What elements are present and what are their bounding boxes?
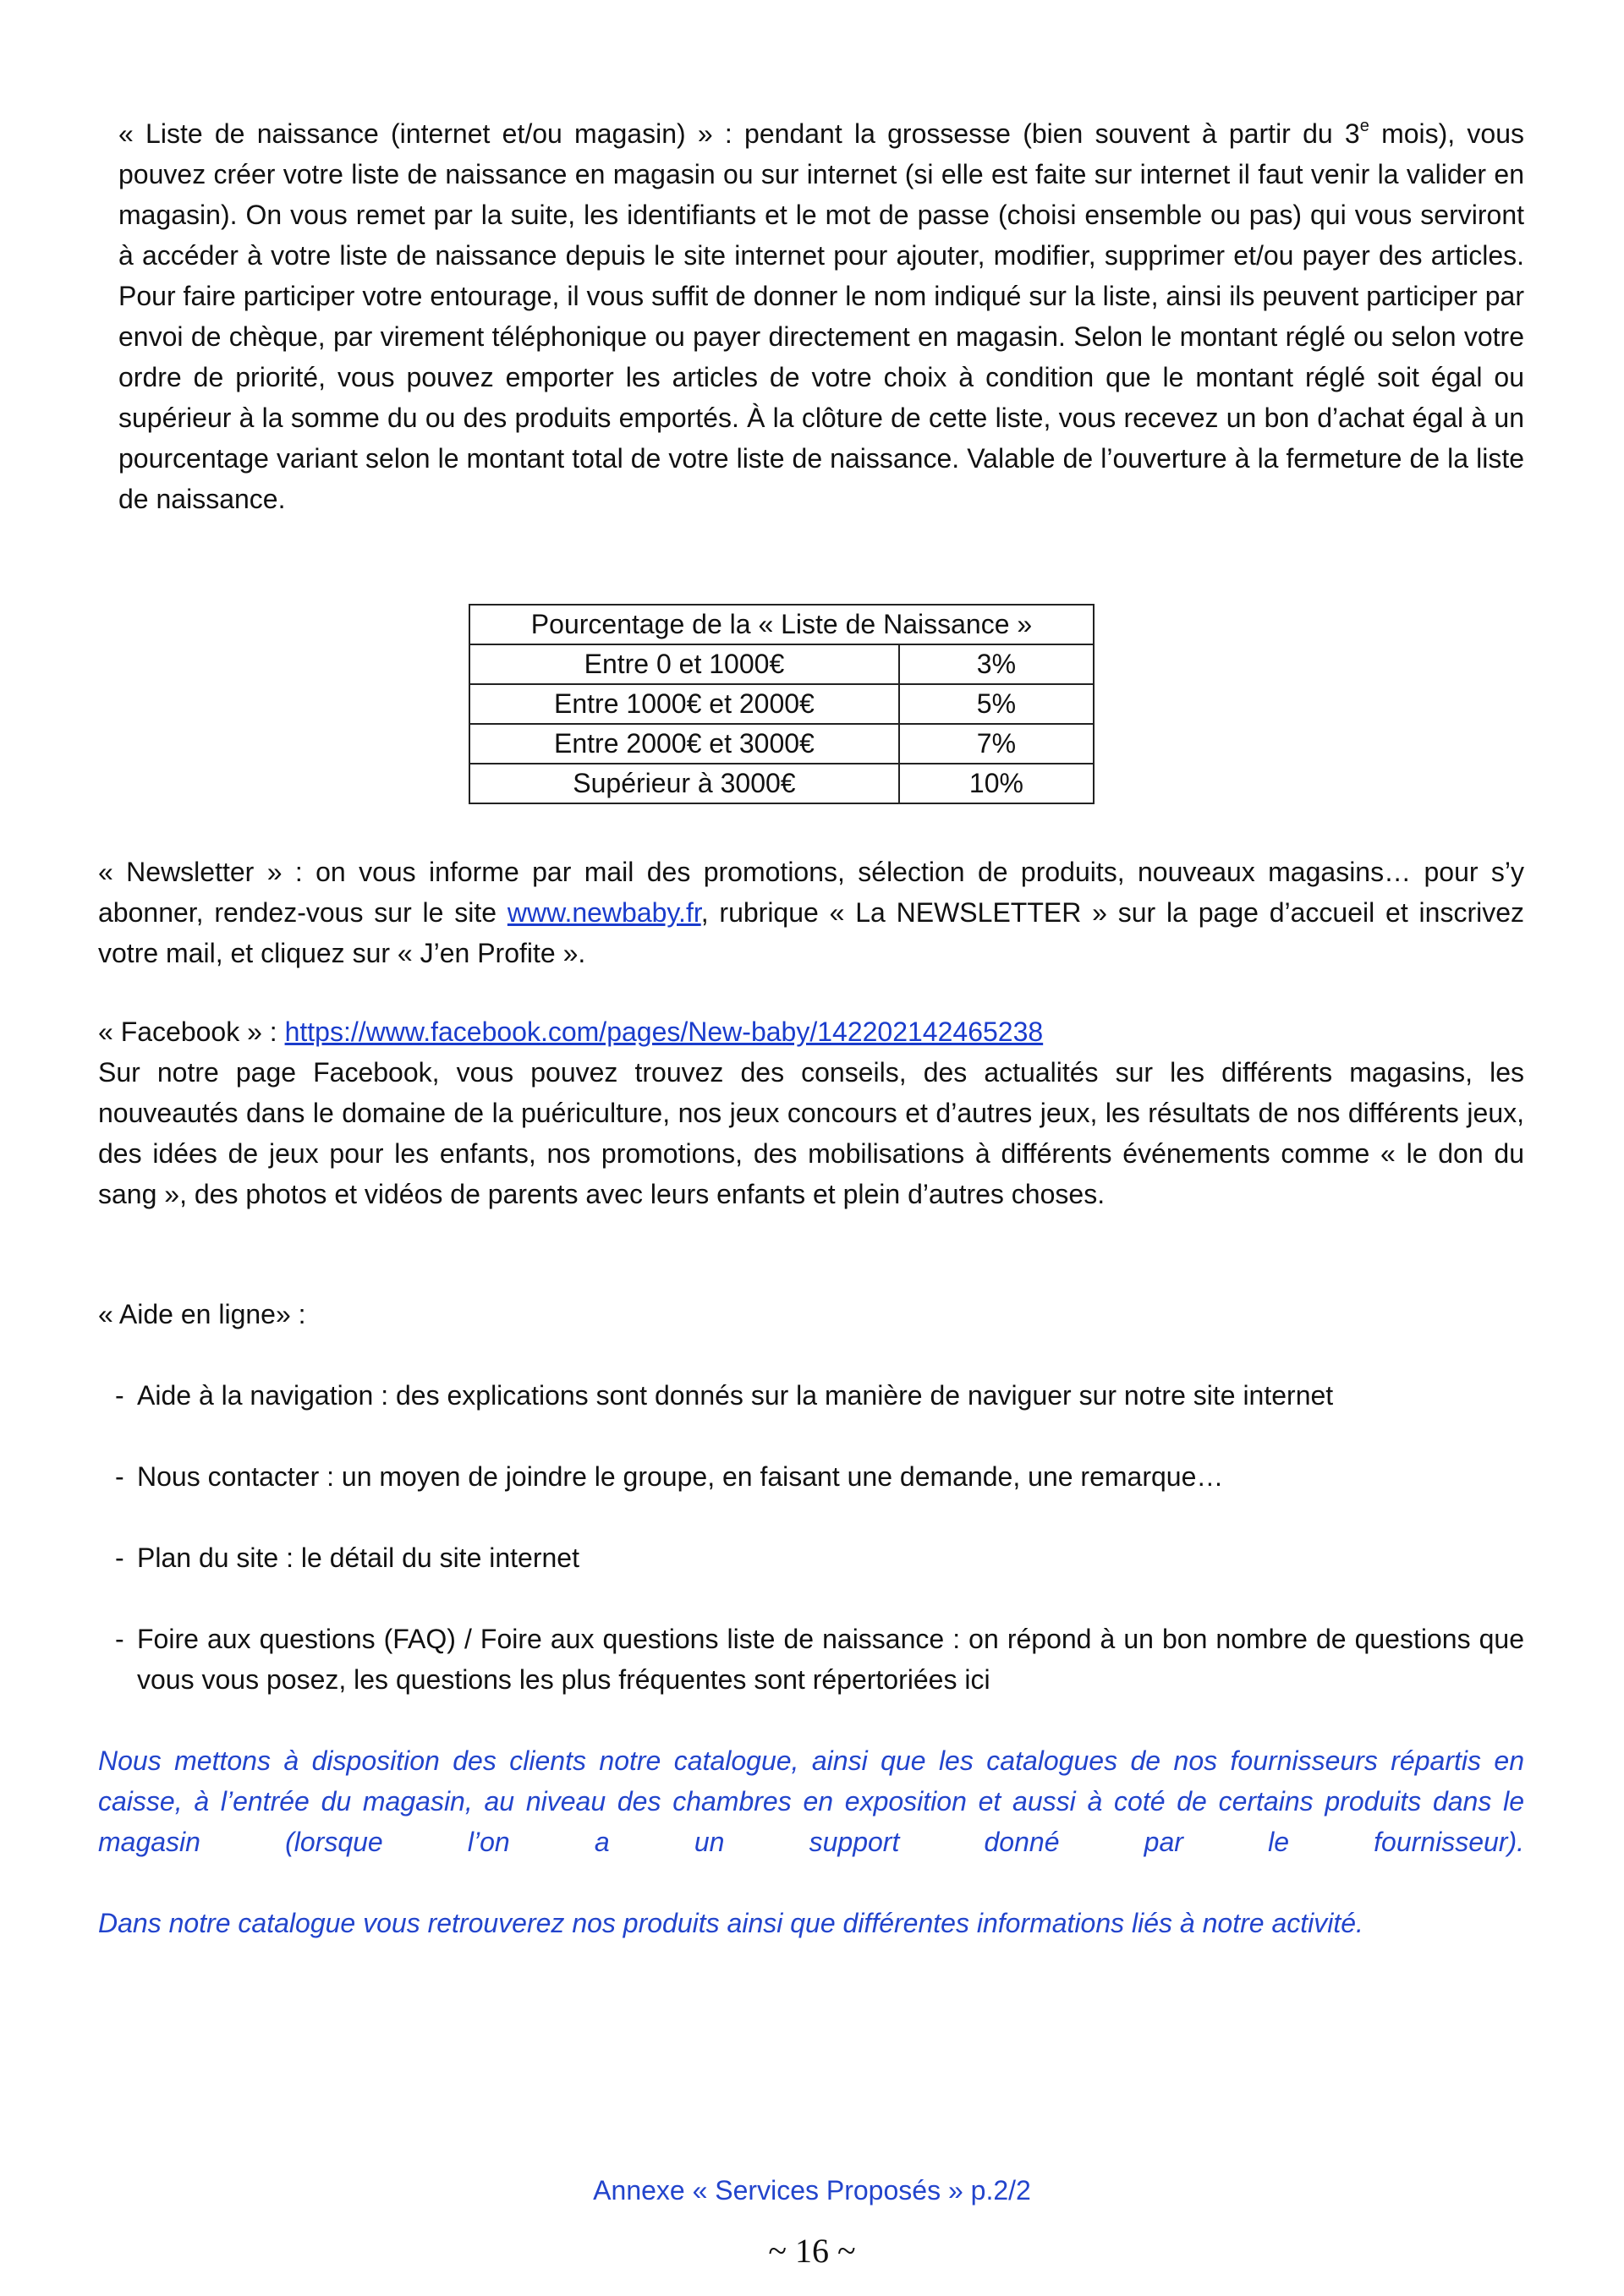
list-item-nous-contacter — [115, 1456, 1524, 1497]
table-cell-percentage: 3% — [899, 644, 1094, 684]
liste-naissance-heading: « Liste de naissance (internet et/ou magasin) » : pendant la grossesse (bien souvent à partir du 3 — [118, 118, 1360, 149]
catalogue-paragraph: Nous mettons à disposition des clients notre catalogue, ainsi que les catalogues de nos fournisseurs répartis en caisse, à l’entrée du magasin, au niveau des chambres en exposition et aussi à coté de certains produits dans le magasin (lorsque l’on a un support donné par le fournisseur). — [98, 1745, 1524, 1857]
facebook-label: « Facebook » : — [98, 1016, 285, 1047]
list-item-plan-du-site — [115, 1537, 1524, 1578]
newsletter-text-after: , rubrique « La NEWSLETTER » sur la page d’accueil et inscrivez votre mail, et cliquez sur « J’en Profite ». — [98, 897, 1525, 968]
newbaby-website-link[interactable]: www.newbaby.fr — [507, 897, 701, 928]
table-cell-percentage: 10% — [899, 764, 1094, 803]
table-row — [469, 724, 1094, 764]
bullet-dash: - — [115, 1543, 124, 1573]
facebook-page-link[interactable]: https://www.facebook.com/pages/New-baby/142202142465238 — [284, 1016, 1044, 1047]
table-cell-range: Entre 2000€ et 3000€ — [469, 724, 899, 764]
liste-naissance-paragraph — [118, 113, 1524, 519]
table-row — [469, 684, 1094, 724]
list-item-text: Plan du site : le détail du site internet — [137, 1543, 579, 1573]
table-header: Pourcentage de la « Liste de Naissance » — [469, 605, 1094, 644]
percentage-table — [469, 604, 1095, 804]
facebook-body-paragraph: Sur notre page Facebook, vous pouvez trouvez des conseils, des actualités sur les différents magasins, les nouveautés dans le domaine de la puériculture, nos jeux concours et d’autres jeux, les résultats de nos différents jeux, des idées de jeux pour les enfants, nos promotions, des mobilisations à différents événements comme « le don du sang », des photos et vidéos de parents avec leurs enfants et plein d’autres choses. — [98, 1057, 1524, 1209]
table-cell-percentage: 5% — [899, 684, 1094, 724]
table-cell-percentage: 7% — [899, 724, 1094, 764]
list-item-text: Aide à la navigation : des explications sont donnés sur la manière de naviguer sur notre site internet — [137, 1380, 1334, 1411]
page-number: ~ 16 ~ — [768, 2232, 856, 2270]
list-item-faq — [115, 1619, 1524, 1700]
list-item-text: Nous contacter : un moyen de joindre le groupe, en faisant une demande, une remarque… — [137, 1461, 1224, 1492]
ordinal-superscript: e — [1359, 117, 1369, 135]
table-cell-range: Entre 1000€ et 2000€ — [469, 684, 899, 724]
bullet-dash: - — [115, 1461, 124, 1492]
bullet-dash: - — [115, 1380, 124, 1411]
footer-annex-label: Annexe « Services Proposés » p.2/2 — [593, 2175, 1031, 2206]
table-header-row — [469, 605, 1094, 644]
bullet-dash: - — [115, 1624, 124, 1654]
facebook-heading-line — [98, 1011, 1524, 1052]
table-cell-range: Entre 0 et 1000€ — [469, 644, 899, 684]
table-row — [469, 764, 1094, 803]
liste-naissance-body: mois), vous pouvez créer votre liste de naissance en magasin ou sur internet (si elle est faite sur internet il faut venir la valider en magasin). On vous remet par la suite, les identifiants et le mot de passe (choisi ensemble ou pas) qui vous serviront à accéder à votre liste de naissance depuis le site internet pour ajouter, modifier, supprimer et/ou payer des articles. Pour faire participer votre entourage, il vous suffit de donner le nom indiqué sur la liste, ainsi ils peuvent participer par envoi de chèque, par virement téléphonique ou payer directement en magasin. Selon le montant réglé ou selon votre ordre de priorité, vous pouvez emporter les articles de votre choix à condition que le montant réglé soit égal ou supérieur à la somme du ou des produits emportés. À la clôture de cette liste, vous recevez un bon d’achat égal à un pourcentage variant selon le montant total de votre liste de naissance. Valable de l’ouverture à la fermeture de la liste de naissance. — [118, 118, 1525, 514]
catalogue-info-paragraph: Dans notre catalogue vous retrouverez nos produits ainsi que différentes informations liés à notre activité. — [98, 1908, 1363, 1938]
list-item-aide-navigation — [115, 1375, 1524, 1416]
aide-en-ligne-heading: « Aide en ligne» : — [98, 1299, 306, 1329]
table-row — [469, 644, 1094, 684]
table-cell-range: Supérieur à 3000€ — [469, 764, 899, 803]
newsletter-text-before: « Newsletter » : on vous informe par mail des promotions, sélection de produits, nouveaux magasins… pour s’y abonner, rendez-vous sur le site — [98, 857, 1524, 928]
newsletter-paragraph — [98, 852, 1524, 973]
list-item-text: Foire aux questions (FAQ) / Foire aux questions liste de naissance : on répond à un bon nombre de questions que vous vous posez, les questions les plus fréquentes sont répertoriées ici — [137, 1624, 1524, 1695]
